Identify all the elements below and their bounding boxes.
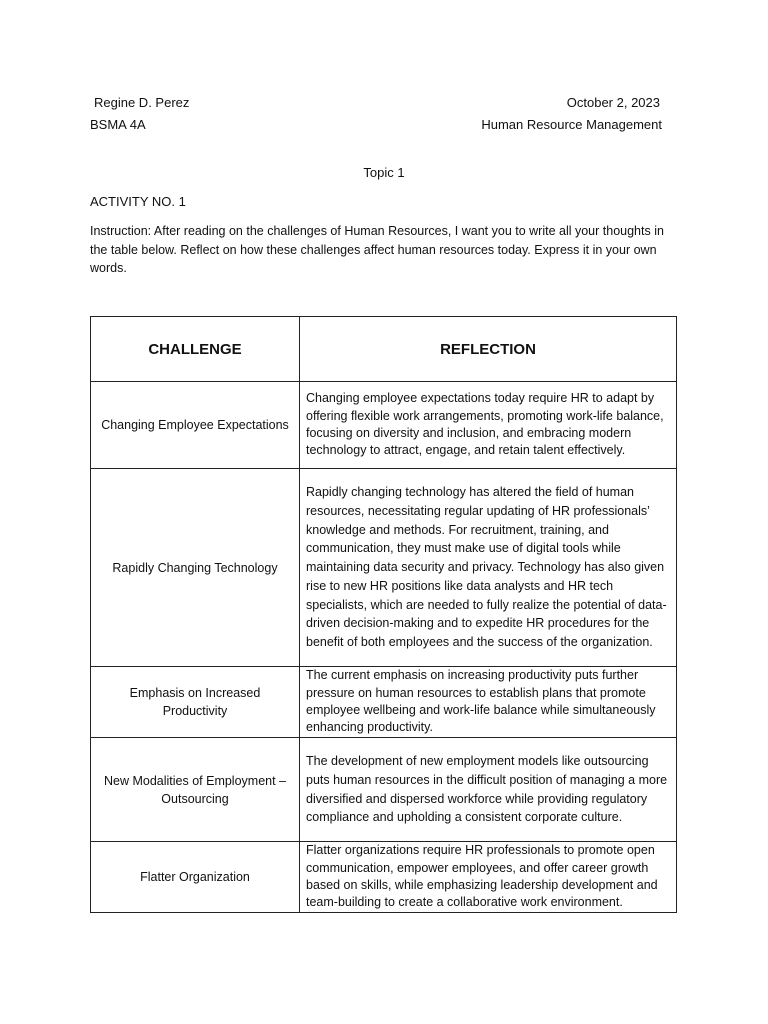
table-row — [91, 469, 677, 667]
reflection-cell: The current emphasis on increasing productivity puts further pressure on human resources to establish plans that promote employee wellbeing and work-life balance while simultaneously enhancing productivity. — [300, 667, 677, 738]
column-header-reflection: REFLECTION — [300, 317, 677, 382]
submission-date: October 2, 2023 — [566, 95, 660, 110]
table-row — [91, 842, 677, 913]
challenge-cell: Emphasis on Increased Productivity — [91, 667, 300, 738]
challenge-cell: Rapidly Changing Technology — [91, 469, 300, 667]
reflection-cell: Changing employee expectations today require HR to adapt by offering flexible work arrangements, promoting work-life balance, focusing on diversity and inclusion, and embracing modern technology to attract, engage, and retain talent effectively. — [300, 382, 677, 469]
reflection-cell: Rapidly changing technology has altered the field of human resources, necessitating regular updating of HR professionals’ knowledge and methods. For recruitment, training, and communication, they must make use of digital tools while maintaining data security and privacy. Technology has also given rise to new HR positions like data analysts and HR tech specialists, which are needed to fully realize the potential of data-driven decision-making and to expedite HR procedures for the benefit of both employees and the success of the organization. — [300, 469, 677, 667]
topic-title: Topic 1 — [363, 165, 405, 180]
instruction-paragraph: Instruction: After reading on the challenges of Human Resources, I want you to write all your thoughts in the table below. Reflect on how these challenges affect human resources today. Express it in your own words. — [90, 224, 664, 275]
course-name: Human Resource Management — [481, 117, 662, 132]
reflection-cell: The development of new employment models like outsourcing puts human resources in the difficult position of managing a more diversified and dispersed workforce while providing regulatory compliance and upholding a consistent corporate culture. — [300, 738, 677, 842]
column-header-challenge: CHALLENGE — [91, 317, 300, 382]
challenge-cell: Changing Employee Expectations — [91, 382, 300, 469]
table-header-row — [91, 317, 677, 382]
table-row — [91, 738, 677, 842]
student-section: BSMA 4A — [90, 117, 146, 132]
activity-title: ACTIVITY NO. 1 — [90, 194, 186, 209]
student-name: Regine D. Perez — [94, 95, 190, 110]
reflection-cell: Flatter organizations require HR professionals to promote open communication, empower employees, and offer career growth based on skills, while emphasizing leadership development and team-building to create a collaborative work environment. — [300, 842, 677, 913]
table-row — [91, 667, 677, 738]
reflection-table — [90, 316, 677, 913]
challenge-cell: New Modalities of Employment – Outsourcing — [91, 738, 300, 842]
table-row — [91, 382, 677, 469]
challenge-cell: Flatter Organization — [91, 842, 300, 913]
